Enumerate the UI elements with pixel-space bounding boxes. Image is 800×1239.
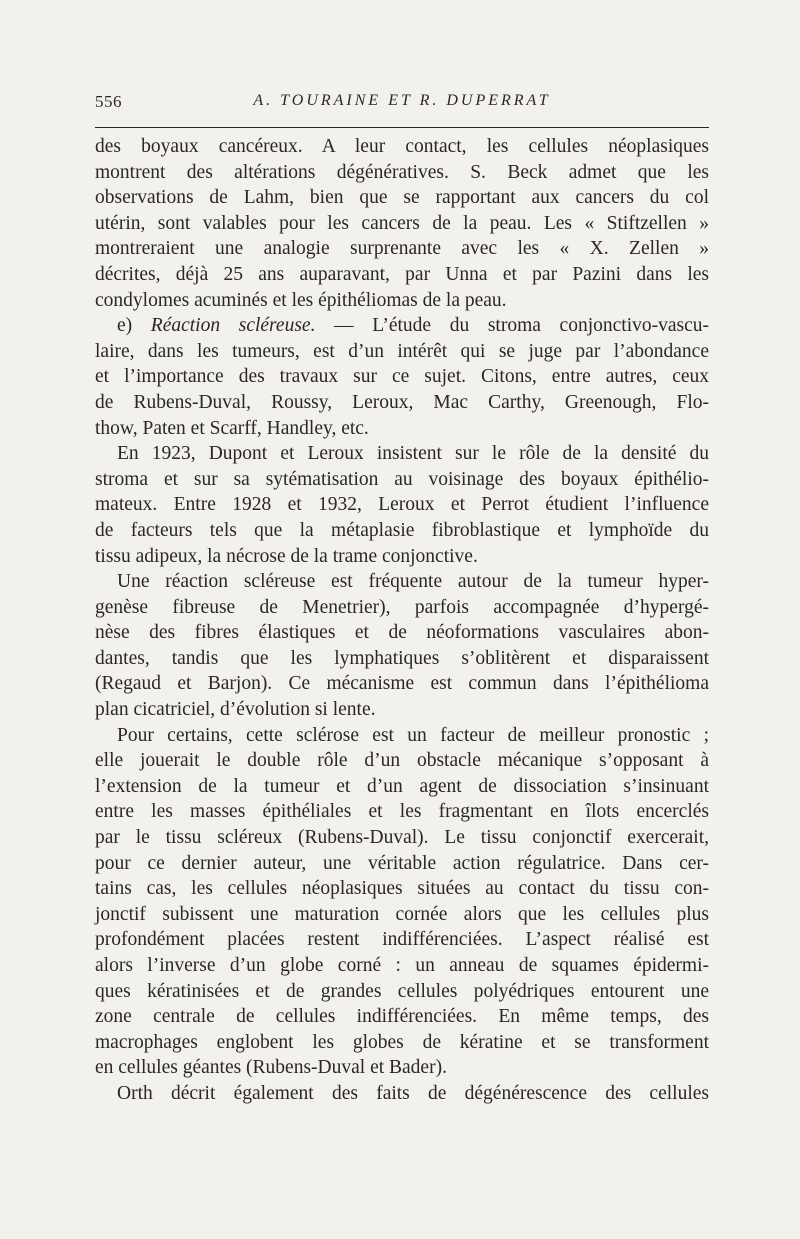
text-line: Pour certains, cette sclérose est un facteur de meilleur pronostic ; (117, 724, 709, 746)
text-line: en cellules géantes (Rubens-Duval et Bader). (95, 1057, 447, 1079)
body-text (95, 134, 709, 1107)
text-line: dantes, tandis que les lymphatiques s’oblitèrent et disparaissent (95, 647, 709, 669)
text-line: l’extension de la tumeur et d’un agent de dissociation s’insinuant (95, 775, 709, 797)
text-line: stroma et sur sa sytématisation au voisinage des boyaux épithélio- (95, 468, 709, 490)
text-line: nèse des fibres élastiques et de néoformations vasculaires abon- (95, 622, 709, 644)
header-rule (95, 127, 709, 128)
text-line: condylomes acuminés et les épithéliomas de la peau. (95, 289, 507, 311)
page-number: 556 (95, 92, 122, 111)
text-line: Une réaction scléreuse est fréquente autour de la tumeur hyper- (117, 571, 709, 593)
text-line: tissu adipeux, la nécrose de la trame conjonctive. (95, 545, 478, 567)
text-line: En 1923, Dupont et Leroux insistent sur le rôle de la densité du (117, 443, 709, 465)
text-line: montrent des altérations dégénératives. S. Beck admet que les (95, 161, 709, 183)
page-header (95, 92, 709, 116)
text-line: mateux. Entre 1928 et 1932, Leroux et Perrot étudient l’influence (95, 494, 709, 516)
section-label: e) (117, 315, 151, 337)
text-line: montreraient une analogie surprenante avec les « X. Zellen » (95, 238, 709, 260)
text-line: et l’importance des travaux sur ce sujet. Citons, entre autres, ceux (95, 366, 709, 388)
text-line: elle jouerait le double rôle d’un obstacle mécanique s’opposant à (95, 750, 709, 772)
text-line: observations de Lahm, bien que se rapportant aux cancers du col (95, 187, 709, 209)
text-line: tains cas, les cellules néoplasiques situées au contact du tissu con- (95, 878, 709, 900)
text-line: alors l’inverse d’un globe corné : un anneau de squames épidermi- (95, 955, 709, 976)
text-line: jonctif subissent une maturation cornée alors que les cellules plus (95, 903, 709, 925)
text-line: des boyaux cancéreux. A leur contact, les cellules néoplasiques (95, 136, 709, 157)
text-line: de Rubens-Duval, Roussy, Leroux, Mac Carthy, Greenough, Flo- (95, 391, 709, 413)
text-line: genèse fibreuse de Menetrier), parfois accompagnée d’hypergé- (95, 596, 709, 618)
text-line: décrites, déjà 25 ans auparavant, par Unna et par Pazini dans les (95, 263, 709, 285)
text-line: Orth décrit également des faits de dégénérescence des cellules (117, 1082, 709, 1104)
section-heading-text: — L’étude du stroma conjonctivo-vascu- (315, 315, 709, 337)
text-line: par le tissu scléreux (Rubens-Duval). Le tissu conjonctif exercerait, (95, 827, 709, 849)
section-title: Réaction scléreuse. (150, 315, 316, 337)
text-line: de facteurs tels que la métaplasie fibroblastique et lymphoïde du (95, 519, 709, 541)
text-line: thow, Paten et Scarff, Handley, etc. (95, 417, 369, 439)
text-line: laire, dans les tumeurs, est d’un intérêt qui se juge par l’abondance (95, 340, 709, 362)
text-line: utérin, sont valables pour les cancers de la peau. Les « Stiftzellen » (95, 212, 709, 234)
section-heading-line (95, 313, 709, 339)
text-line: entre les masses épithéliales et les fragmentant en îlots encerclés (95, 801, 709, 823)
text-line: plan cicatriciel, d’évolution si lente. (95, 699, 376, 721)
text-line: pour ce dernier auteur, une véritable action régulatrice. Dans cer- (95, 852, 709, 874)
text-line: (Regaud et Barjon). Ce mécanisme est commun dans l’épithélioma (95, 673, 709, 695)
text-line: profondément placées restent indifférenciées. L’aspect réalisé est (95, 929, 709, 951)
text-line: macrophages englobent les globes de kératine et se transforment (95, 1031, 709, 1053)
running-head: A. TOURAINE ET R. DUPERRAT (253, 92, 551, 109)
text-line: ques kératinisées et de grandes cellules polyédriques entourent une (95, 980, 709, 1002)
text-line: zone centrale de cellules indifférenciées. En même temps, des (95, 1006, 709, 1028)
